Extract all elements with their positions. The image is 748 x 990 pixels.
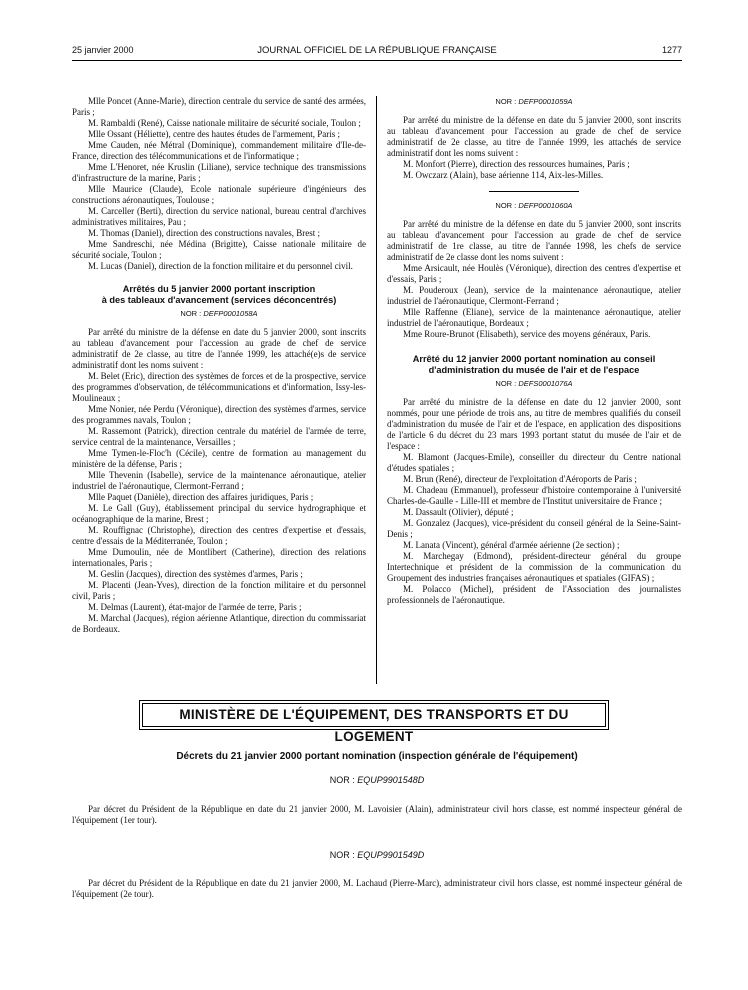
list-item: M. Lanata (Vincent), général d'armée aérienne (2e section) ;	[403, 540, 620, 550]
separator-rule	[489, 191, 579, 192]
list-item: Mlle Poncet (Anne-Marie), direction centrale du service de santé des armées, Paris ;	[72, 96, 366, 117]
list-item: M. Belet (Eric), direction des systèmes de forces et de la prospective, service des programmes d'observation, de télécommunications et d'information, Issy-les-Moulineaux ;	[72, 371, 366, 403]
header-date: 25 janvier 2000	[72, 45, 134, 55]
section-title-line1: Arrêté du 12 janvier 2000 portant nomination au conseil	[412, 354, 656, 364]
section-intro: Par arrêté du ministre de la défense en date du 5 janvier 2000, sont inscrits au tableau d'avancement pour l'accession au grade de chef de service administratif de 2e classe, au titre de l'année 1999, les attaché(e)s de service administratif dont les noms suivent :	[72, 327, 366, 370]
right-column	[387, 96, 681, 606]
list-item: M. Marchegay (Edmond), président-directeur général du groupe Intertechnique et président de la commission de la communication du Groupement des industries françaises aéronautiques et spatiales (GIFAS) ;	[387, 551, 681, 583]
list-item: M. Thomas (Daniel), direction des constructions navales, Brest ;	[88, 228, 321, 238]
nor-reference: NOR : DEFP0001060A	[495, 201, 573, 210]
list-item: M. Rambaldi (René), Caisse nationale militaire de sécurité sociale, Toulon ;	[88, 118, 361, 128]
list-item: M. Delmas (Laurent), état-major de l'armée de terre, Paris ;	[88, 602, 302, 612]
section-title-line2: d'administration du musée de l'air et de l'espace	[428, 365, 640, 375]
decree-title: Décrets du 21 janvier 2000 portant nomination (inspection générale de l'équipement)	[176, 751, 578, 762]
list-item: M. Rouffignac (Christophe), direction des centres d'expertise et d'essais, centre d'essais de la Méditerranée, Toulon ;	[72, 525, 366, 546]
nor-reference: NOR : DEFS0001076A	[495, 379, 573, 388]
list-item: M. Rassemont (Patrick), direction centrale du matériel de l'armée de terre, service central de la maintenance, Versailles ;	[72, 426, 366, 447]
block-intro: Par arrêté du ministre de la défense en date du 5 janvier 2000, sont inscrits au tableau d'avancement pour l'accession au grade de chef de service administratif de 1re classe, au titre de l'année 1998, les chefs de service administratif de 2e classe dont les noms suivent :	[387, 219, 681, 262]
list-item: M. Dassault (Olivier), député ;	[403, 507, 514, 517]
column-divider	[376, 96, 377, 684]
list-item: Mlle Maurice (Claude), Ecole nationale supérieure d'ingénieurs des constructions aéronautiques, Toulouse ;	[72, 184, 366, 205]
block-intro: Par arrêté du ministre de la défense en date du 12 janvier 2000, sont nommés, pour une période de trois ans, au titre de membres qualifiés du conseil d'administration du musée de l'air et de l'espace, en application des dispositions de l'article 6 du décret du 23 mars 1993 portant statut du musée de l'air et de l'espace :	[387, 397, 681, 451]
decree-paragraph: Par décret du Président de la République en date du 21 janvier 2000, M. Lachaud (Pierre-Marc), administrateur civil hors classe, est nommé inspecteur général de l'équipement (2e tour).	[72, 878, 682, 899]
list-item: M. Blamont (Jacques-Emile), conseiller du directeur du Centre national d'études spatiales ;	[387, 452, 681, 473]
nor-reference: NOR : EQUP9901549D	[329, 850, 425, 860]
list-item: M. Monfort (Pierre), direction des ressources humaines, Paris ;	[403, 159, 630, 169]
list-item: M. Placenti (Jean-Yves), direction de la fonction militaire et du personnel civil, Paris ;	[72, 580, 366, 601]
left-list	[72, 96, 366, 272]
list-item: M. Le Gall (Guy), établissement principal du service hydrographique et océanographique de la marine, Brest ;	[72, 503, 366, 524]
nor-reference: NOR : EQUP9901548D	[329, 775, 425, 785]
list-item: Mlle Raffenne (Eliane), service de la maintenance aéronautique, atelier industriel de l'aéronautique, Bordeaux ;	[387, 307, 681, 328]
nor-reference: NOR : DEFP0001059A	[495, 97, 573, 106]
list-item: Mme Nonier, née Perdu (Véronique), direction des systèmes d'armes, service des programmes navals, Toulon ;	[72, 404, 366, 425]
list-item: Mme Arsicault, née Houlès (Véronique), direction des centres d'expertise et d'essais, Paris ;	[387, 263, 681, 284]
list-item: M. Brun (René), directeur de l'exploitation d'Aéroports de Paris ;	[403, 474, 637, 484]
list-item: M. Geslin (Jacques), direction des systèmes d'armes, Paris ;	[88, 569, 303, 579]
list-item: Mme L'Henoret, née Kruslin (Liliane), service technique des transmissions d'infrastructure de la marine, Paris ;	[72, 162, 366, 183]
page-number: 1277	[661, 45, 682, 55]
ministry-banner: MINISTÈRE DE L'ÉQUIPEMENT, DES TRANSPORTS ET DU LOGEMENT	[142, 703, 606, 727]
list-item: Mme Cauden, née Métral (Dominique), commandement militaire d'Ile-de-France, direction des télécommunications et de l'informatique ;	[72, 140, 366, 161]
nor-reference: NOR : DEFP0001058A	[180, 309, 258, 318]
list-item: M. Carceller (Berti), direction du service national, bureau central d'archives administratives militaires, Pau ;	[72, 206, 366, 227]
list-item: M. Lucas (Daniel), direction de la fonction militaire et du personnel civil.	[88, 261, 353, 271]
list-item: M. Chadeau (Emmanuel), professeur d'histoire contemporaine à l'université Charles-de-Gaulle - Lille-III et membre de l'Institut universitaire de France ;	[387, 485, 681, 506]
list-item: Mme Sandreschi, née Médina (Brigitte), Caisse nationale militaire de sécurité sociale, Toulon ;	[72, 239, 366, 260]
section-title-line2: à des tableaux d'avancement (services déconcentrés)	[101, 295, 337, 305]
list-item: Mme Dumoulin, née de Montlibert (Catherine), direction des relations internationales, Paris ;	[72, 547, 366, 568]
header-rule	[72, 60, 682, 61]
block-intro: Par arrêté du ministre de la défense en date du 5 janvier 2000, sont inscrits au tableau d'avancement pour l'accession au grade de chef de service administratif de 2e classe, au titre de l'année 1999, les attachés de service administratif dont les noms suivent :	[387, 115, 681, 158]
decree-paragraph: Par décret du Président de la République en date du 21 janvier 2000, M. Lavoisier (Alain), administrateur civil hors classe, est nommé inspecteur général de l'équipement (1er tour).	[72, 804, 682, 825]
list-item: Mme Roure-Brunot (Elisabeth), service des moyens généraux, Paris.	[403, 329, 651, 339]
list-item: Mme Tymen-le-Floc'h (Cécile), centre de formation au management du ministère de la défense, Paris ;	[72, 448, 366, 469]
list-item: M. Marchal (Jacques), région aérienne Atlantique, direction du commissariat de Bordeaux.	[72, 613, 366, 634]
list-item: Mlle Thevenin (Isabelle), service de la maintenance aéronautique, atelier industriel de l'aéronautique, Clermont-Ferrand ;	[72, 470, 366, 491]
header-title: JOURNAL OFFICIEL DE LA RÉPUBLIQUE FRANÇAISE	[257, 45, 497, 56]
left-column	[72, 96, 366, 635]
list-item: M. Polacco (Michel), président de l'Association des journalistes professionnels de l'aéronautique.	[387, 584, 681, 605]
section-title-line1: Arrêtés du 5 janvier 2000 portant inscription	[122, 284, 316, 294]
list-item: M. Pouderoux (Jean), service de la maintenance aéronautique, atelier industriel de l'aéronautique, Clermont-Ferrand ;	[387, 285, 681, 306]
list-item: Mlle Paquet (Danièle), direction des affaires juridiques, Paris ;	[88, 492, 314, 502]
list-item: Mlle Ossant (Héliette), centre des hautes études de l'armement, Paris ;	[88, 129, 341, 139]
running-header	[72, 45, 682, 59]
list-item: M. Owczarz (Alain), base aérienne 114, Aix-les-Milles.	[403, 170, 604, 180]
list-item: M. Gonzalez (Jacques), vice-président du conseil général de la Seine-Saint-Denis ;	[387, 518, 681, 539]
